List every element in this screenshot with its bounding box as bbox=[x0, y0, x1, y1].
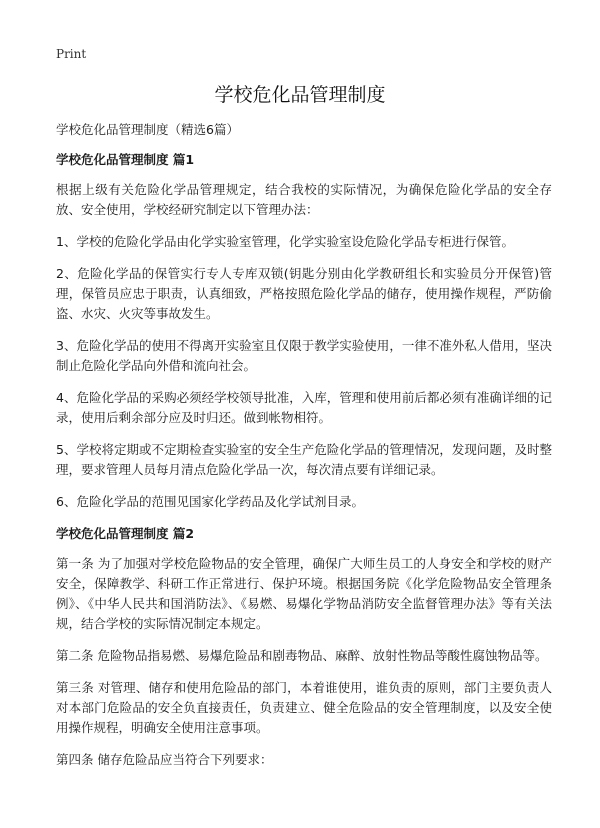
paragraph: 4、危险化学品的采购必须经学校领导批准，入库，管理和使用前后都必须有准确详细的记录，使用后剩余部分应及时归还。做到帐物相符。 bbox=[56, 390, 552, 425]
document-subtitle: 学校危化品管理制度（精选6篇） bbox=[56, 122, 239, 137]
paragraph: 6、危险化学品的范围见国家化学药品及化学试剂目录。 bbox=[56, 494, 364, 509]
paragraph: 第二条 危险物品指易燃、易爆危险品和剧毒物品、麻醉、放射性物品等酸性腐蚀物品等。 bbox=[56, 648, 548, 663]
paragraph: 5、学校将定期或不定期检查实验室的安全生产危险化学品的管理情况，发现问题，及时整理，要求管理人员每月清点危险化学品一次，每次清点要有详细记录。 bbox=[56, 442, 552, 477]
section-1-heading: 学校危化品管理制度 篇1 bbox=[56, 152, 195, 167]
document-body bbox=[56, 120, 552, 782]
paragraph: 2、危险化学品的保管实行专人专库双锁(钥匙分别由化学教研组长和实验员分开保管)管理，保管员应忠于职责，认真细致，严格按照危险化学品的储存，使用操作规程，严防偷盗、水灾、火灾等事故发生。 bbox=[56, 266, 552, 321]
paragraph: 第一条 为了加强对学校危险物品的安全管理，确保广大师生员工的人身安全和学校的财产安全，保障教学、科研工作正常进行、保护环境。根据国务院《化学危险物品安全管理条例》、《中华人民共和国消防法》、《易燃、易爆化学物品消防安全监督管理办法》等有关法规，结合学校的实际情况制定本规定。 bbox=[56, 556, 552, 631]
section-2-heading: 学校危化品管理制度 篇2 bbox=[56, 526, 195, 541]
paragraph: 根据上级有关危险化学品管理规定，结合我校的实际情况，为确保危险化学品的安全存放、安全使用，学校经研究制定以下管理办法： bbox=[56, 182, 552, 217]
print-link[interactable]: Print bbox=[56, 47, 87, 61]
paragraph: 1、学校的危险化学品由化学实验室管理，化学实验室设危险化学品专柜进行保管。 bbox=[56, 234, 514, 249]
paragraph: 第三条 对管理、储存和使用危险品的部门，本着谁使用，谁负责的原则，部门主要负责人对本部门危险品的安全负直接责任，负责建立、健全危险品的安全管理制度，以及安全使用操作规程，明确安全使用注意事项。 bbox=[56, 680, 552, 735]
paragraph: 第四条 储存危险品应当符合下列要求： bbox=[56, 752, 273, 767]
page-title: 学校危化品管理制度 bbox=[214, 84, 386, 106]
paragraph: 3、危险化学品的使用不得离开实验室且仅限于教学实验使用，一律不准外私人借用，坚决制止危险化学品向外借和流向社会。 bbox=[56, 338, 552, 373]
